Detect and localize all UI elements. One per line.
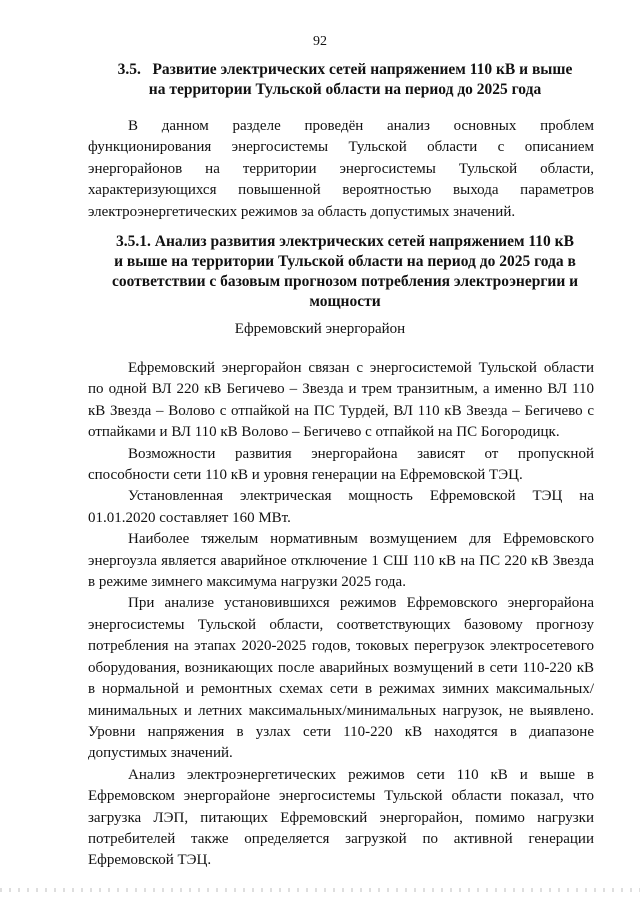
body-paragraph: При анализе установившихся режимов Ефремовского энергорайона энергосистемы Тульской области, соответствующих базовому прогнозу потребления на этапах 2020-2025 годов, токовых перегрузок электросетевого оборудования, возникающих после аварийных возмущений в сети 110-220 кВ в нормальной и ремонтных схемах сети в режимах зимних максимальных/минимальных и летних максимальных/минимальных нагрузок, не выявлено. Уровни напряжения в узлах сети 110-220 кВ находятся в диапазоне допустимых значений. <box>88 595 594 762</box>
scan-artifact <box>0 888 640 892</box>
body-paragraph: Ефремовский энергорайон связан с энергосистемой Тульской области по одной ВЛ 220 кВ Бегичево – Звезда и трем транзитным, а именно ВЛ 110 кВ Звезда – Волово с отпайкой на ПС Турдей, ВЛ 110 кВ Звезда – Бегичево с отпайками и ВЛ 110 кВ Волово – Бегичево с отпайкой на ПС Богородицк. <box>88 360 594 441</box>
area-title: Ефремовский энергорайон <box>234 321 406 337</box>
body-paragraph: Анализ электроэнергетических режимов сети 110 кВ и выше в Ефремовском энергорайоне энергосистемы Тульской области показал, что загрузка ЛЭП, питающих Ефремовский энергорайон, помимо нагрузки потребителей также определяется загрузкой по активной генерации Ефремовской ТЭЦ. <box>88 766 594 869</box>
subsection-body <box>88 358 594 872</box>
page-number: 92 <box>313 34 327 49</box>
subsection-heading: 3.5.1. Анализ развития электрических сетей напряжением 110 кВ и выше на территории Тульской области на период до 2025 года в соответствии с базовым прогнозом потребления электроэнергии и мощности <box>111 233 579 310</box>
body-paragraph: Возможности развития энергорайона зависят от пропускной способности сети 110 кВ и уровня генерации на Ефремовской ТЭЦ. <box>88 445 594 484</box>
body-paragraph: Наиболее тяжелым нормативным возмущением для Ефремовского энергоузла является аварийное отключение 1 СШ 110 кВ на ПС 220 кВ Звезда в режиме зимнего максимума нагрузки 2025 года. <box>88 531 594 591</box>
section-heading: 3.5. Развитие электрических сетей напряжением 110 кВ и выше на территории Тульской области на период до 2025 года <box>117 61 573 98</box>
body-paragraph: Установленная электрическая мощность Ефремовской ТЭЦ на 01.01.2020 составляет 160 МВт. <box>88 488 594 526</box>
section-intro <box>88 116 594 223</box>
intro-paragraph: В данном разделе проведён анализ основных проблем функционирования энергосистемы Тульской области с описанием энергорайонов на территории энергосистемы Тульской области, характеризующихся повышенной вероятностью выхода параметров электроэнергетических режимов за область допустимых значений. <box>88 118 594 220</box>
